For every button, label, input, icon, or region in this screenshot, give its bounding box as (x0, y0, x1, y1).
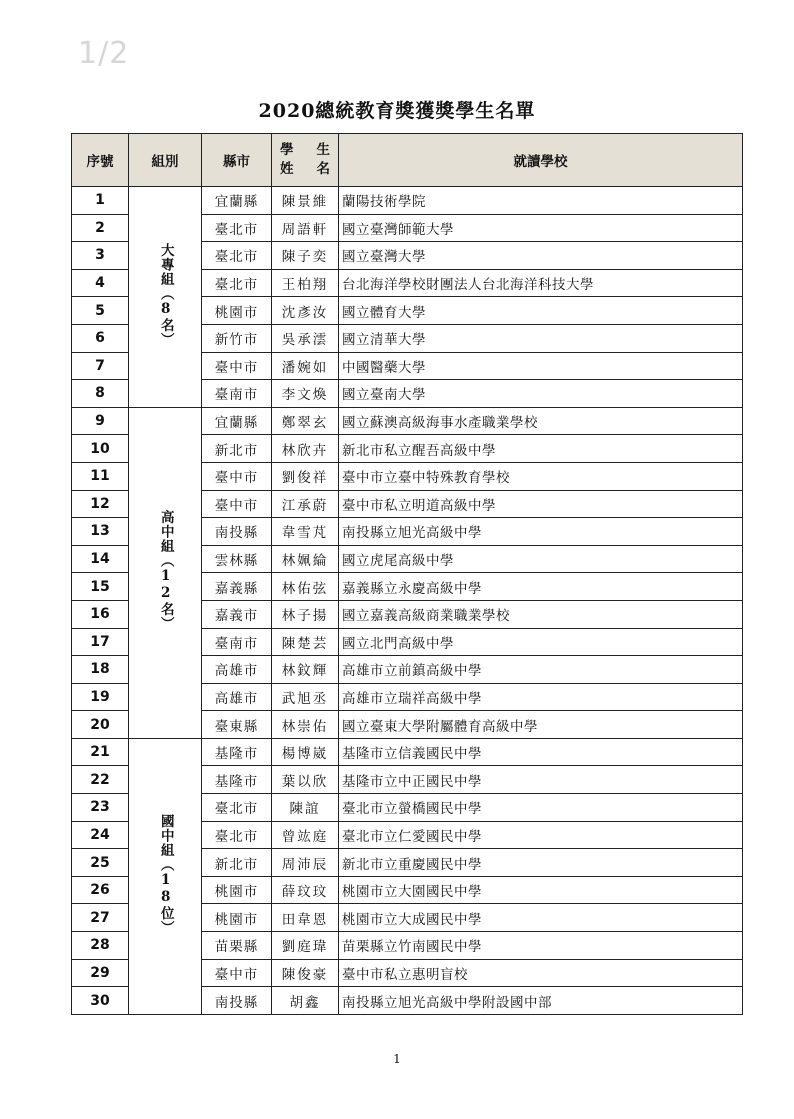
school-cell: 新北市私立醒吾高級中學 (339, 435, 743, 463)
school-cell: 臺北市立螢橋國民中學 (339, 794, 743, 822)
city-cell: 基隆市 (202, 738, 272, 766)
student-name-cell: 陳誼 (272, 794, 339, 822)
school-cell: 國立臺南大學 (339, 380, 743, 408)
row-number: 29 (72, 959, 129, 987)
school-cell: 國立體育大學 (339, 297, 743, 325)
student-name-cell: 林佑弦 (272, 573, 339, 601)
group-cell (129, 407, 202, 738)
table-header-row (72, 134, 743, 187)
student-name-cell: 胡鑫 (272, 987, 339, 1015)
city-cell: 桃園市 (202, 876, 272, 904)
student-name-cell: 林崇佑 (272, 711, 339, 739)
row-number: 2 (72, 214, 129, 242)
school-cell: 臺中市立臺中特殊教育學校 (339, 462, 743, 490)
header-school: 就讀學校 (339, 134, 743, 187)
row-number: 8 (72, 380, 129, 408)
header-name-char: 學 (280, 142, 294, 158)
city-cell: 臺北市 (202, 794, 272, 822)
row-number: 7 (72, 352, 129, 380)
city-cell: 嘉義縣 (202, 573, 272, 601)
city-cell: 基隆市 (202, 766, 272, 794)
city-cell: 臺中市 (202, 490, 272, 518)
row-number: 27 (72, 904, 129, 932)
city-cell: 嘉義市 (202, 600, 272, 628)
city-cell: 臺中市 (202, 959, 272, 987)
row-number: 24 (72, 821, 129, 849)
school-cell: 臺中市私立惠明盲校 (339, 959, 743, 987)
student-name-cell: 沈彥汝 (272, 297, 339, 325)
city-cell: 臺北市 (202, 242, 272, 270)
row-number: 1 (72, 187, 129, 215)
school-cell: 新北市立重慶國民中學 (339, 849, 743, 877)
row-number: 13 (72, 518, 129, 546)
city-cell: 臺北市 (202, 214, 272, 242)
city-cell: 新北市 (202, 849, 272, 877)
school-cell: 蘭陽技術學院 (339, 187, 743, 215)
header-name-char: 生 (316, 142, 330, 158)
student-name-cell: 韋雪芃 (272, 518, 339, 546)
city-cell: 臺北市 (202, 821, 272, 849)
row-number: 9 (72, 407, 129, 435)
school-cell: 國立虎尾高級中學 (339, 545, 743, 573)
city-cell: 臺北市 (202, 269, 272, 297)
row-number: 5 (72, 297, 129, 325)
row-number: 3 (72, 242, 129, 270)
document-title: 2020總統教育獎獲獎學生名單 (258, 100, 536, 122)
city-cell: 桃園市 (202, 297, 272, 325)
school-cell: 基隆市立信義國民中學 (339, 738, 743, 766)
group-cell (129, 738, 202, 1014)
city-cell: 臺東縣 (202, 711, 272, 739)
group-label: 高中組（12名） (157, 510, 174, 632)
row-number: 28 (72, 932, 129, 960)
row-number: 15 (72, 573, 129, 601)
student-name-cell: 吳承澐 (272, 324, 339, 352)
row-number: 12 (72, 490, 129, 518)
row-number: 17 (72, 628, 129, 656)
row-number: 30 (72, 987, 129, 1015)
header-group: 組別 (129, 134, 202, 187)
city-cell: 桃園市 (202, 904, 272, 932)
row-number: 21 (72, 738, 129, 766)
school-cell: 桃園市立大成國民中學 (339, 904, 743, 932)
student-name-cell: 葉以欣 (272, 766, 339, 794)
group-label: 國中組（18位） (157, 813, 174, 935)
student-name-cell: 楊博崴 (272, 738, 339, 766)
city-cell: 臺中市 (202, 352, 272, 380)
school-cell: 國立蘇澳高級海事水產職業學校 (339, 407, 743, 435)
table-body (72, 187, 743, 1015)
student-name-cell: 林欣卉 (272, 435, 339, 463)
row-number: 19 (72, 683, 129, 711)
table-row (72, 187, 743, 215)
row-number: 25 (72, 849, 129, 877)
group-cell (129, 187, 202, 408)
school-cell: 基隆市立中正國民中學 (339, 766, 743, 794)
student-name-cell: 王柏翔 (272, 269, 339, 297)
school-cell: 高雄市立瑞祥高級中學 (339, 683, 743, 711)
row-number: 23 (72, 794, 129, 822)
student-name-cell: 武旭丞 (272, 683, 339, 711)
table-row (72, 407, 743, 435)
school-cell: 中國醫藥大學 (339, 352, 743, 380)
student-name-cell: 薛玟玟 (272, 876, 339, 904)
school-cell: 臺北市立仁愛國民中學 (339, 821, 743, 849)
city-cell: 苗栗縣 (202, 932, 272, 960)
school-cell: 國立嘉義高級商業職業學校 (339, 600, 743, 628)
page-indicator: 1/2 (78, 36, 130, 71)
school-cell: 國立清華大學 (339, 324, 743, 352)
row-number: 11 (72, 462, 129, 490)
student-name-cell: 曾竑庭 (272, 821, 339, 849)
city-cell: 宜蘭縣 (202, 187, 272, 215)
city-cell: 新北市 (202, 435, 272, 463)
student-name-cell: 林子揚 (272, 600, 339, 628)
student-name-cell: 劉庭瑋 (272, 932, 339, 960)
student-name-cell: 周語軒 (272, 214, 339, 242)
row-number: 20 (72, 711, 129, 739)
school-cell: 台北海洋學校財團法人台北海洋科技大學 (339, 269, 743, 297)
city-cell: 宜蘭縣 (202, 407, 272, 435)
student-name-cell: 潘婉如 (272, 352, 339, 380)
student-name-cell: 陳景維 (272, 187, 339, 215)
row-number: 18 (72, 656, 129, 684)
school-cell: 嘉義縣立永慶高級中學 (339, 573, 743, 601)
school-cell: 國立臺東大學附屬體育高級中學 (339, 711, 743, 739)
row-number: 6 (72, 324, 129, 352)
header-student-name (272, 134, 339, 187)
student-name-cell: 田韋恩 (272, 904, 339, 932)
student-name-cell: 劉俊祥 (272, 462, 339, 490)
school-cell: 國立臺灣師範大學 (339, 214, 743, 242)
city-cell: 新竹市 (202, 324, 272, 352)
city-cell: 臺中市 (202, 462, 272, 490)
city-cell: 臺南市 (202, 628, 272, 656)
school-cell: 國立北門高級中學 (339, 628, 743, 656)
school-cell: 高雄市立前鎮高級中學 (339, 656, 743, 684)
header-city: 縣市 (202, 134, 272, 187)
city-cell: 高雄市 (202, 656, 272, 684)
student-name-cell: 江承蔚 (272, 490, 339, 518)
row-number: 10 (72, 435, 129, 463)
group-label: 大專組（8名） (157, 242, 174, 347)
header-name-char: 名 (316, 161, 330, 177)
student-name-cell: 林姵綸 (272, 545, 339, 573)
city-cell: 南投縣 (202, 518, 272, 546)
student-name-cell: 陳楚芸 (272, 628, 339, 656)
row-number: 26 (72, 876, 129, 904)
city-cell: 雲林縣 (202, 545, 272, 573)
school-cell: 桃園市立大園國民中學 (339, 876, 743, 904)
row-number: 22 (72, 766, 129, 794)
student-name-cell: 陳俊豪 (272, 959, 339, 987)
school-cell: 南投縣立旭光高級中學附設國中部 (339, 987, 743, 1015)
student-name-cell: 林鈫輝 (272, 656, 339, 684)
school-cell: 南投縣立旭光高級中學 (339, 518, 743, 546)
student-name-cell: 李文煥 (272, 380, 339, 408)
school-cell: 臺中市私立明道高級中學 (339, 490, 743, 518)
school-cell: 苗栗縣立竹南國民中學 (339, 932, 743, 960)
row-number: 14 (72, 545, 129, 573)
city-cell: 南投縣 (202, 987, 272, 1015)
row-number: 16 (72, 600, 129, 628)
student-name-cell: 周沛辰 (272, 849, 339, 877)
city-cell: 臺南市 (202, 380, 272, 408)
winners-table (71, 133, 743, 1015)
header-no: 序號 (72, 134, 129, 187)
page-number: 1 (393, 1052, 401, 1066)
table-row (72, 738, 743, 766)
student-name-cell: 鄭翠玄 (272, 407, 339, 435)
row-number: 4 (72, 269, 129, 297)
school-cell: 國立臺灣大學 (339, 242, 743, 270)
student-name-cell: 陳子奕 (272, 242, 339, 270)
city-cell: 高雄市 (202, 683, 272, 711)
header-name-char: 姓 (280, 161, 294, 177)
